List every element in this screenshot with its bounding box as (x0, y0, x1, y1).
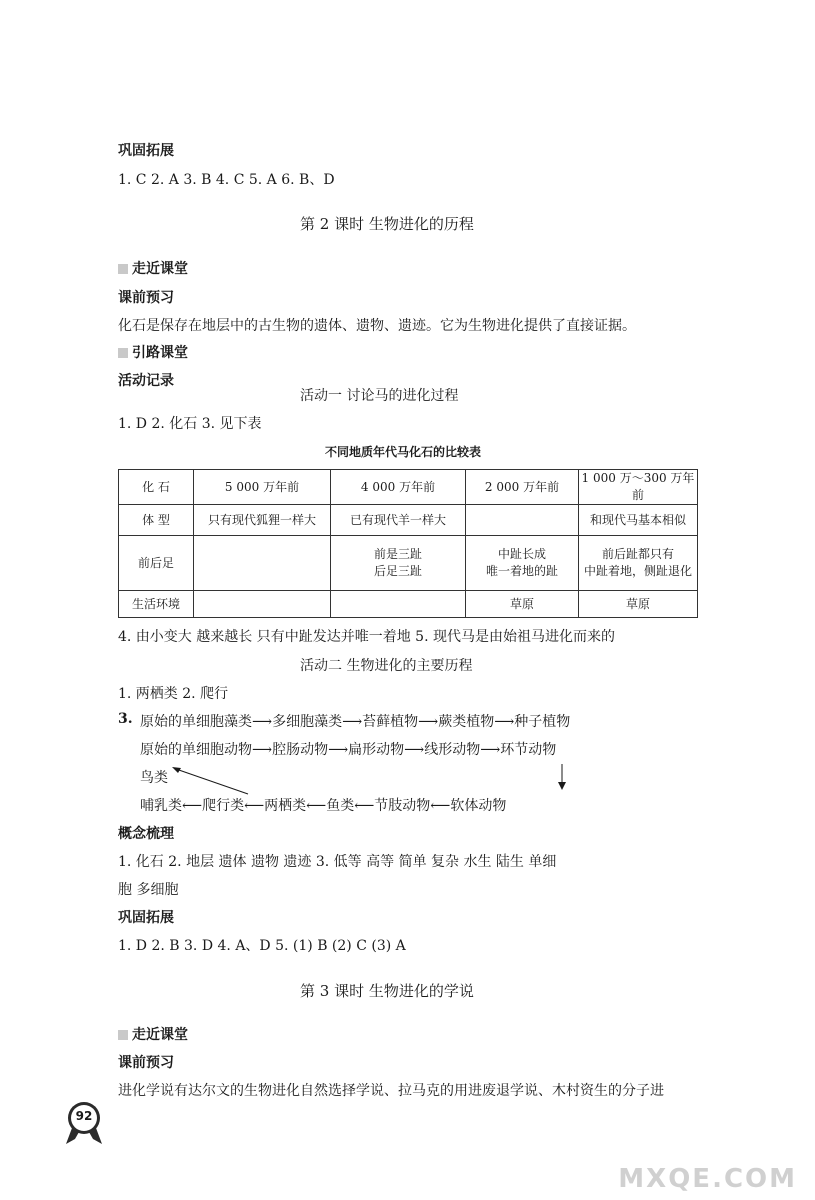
consolidate-answers-2: 1. D 2. B 3. D 4. A、D 5. (1) B (2) C (3) A (118, 938, 406, 954)
table-cell (194, 591, 331, 618)
consolidate-heading-2: 巩固拓展 (118, 910, 174, 926)
concept-line-2: 胞 多细胞 (118, 882, 179, 898)
table-cell: 2 000 万年前 (466, 470, 579, 505)
table-title: 不同地质年代马化石的比较表 (325, 445, 482, 459)
vertebrate-evolution-chain: 哺乳类⟵爬行类⟵两栖类⟵鱼类⟵节肢动物⟵软体动物 (140, 798, 507, 814)
table-cell: 化 石 (119, 470, 194, 505)
comparison-table (118, 469, 698, 618)
question-3-number: 3. (118, 711, 133, 727)
banner-mark-icon (118, 1030, 128, 1040)
table-cell: 前后足 (119, 536, 194, 591)
section-banner-approach-2: 走近课堂 (118, 1024, 188, 1044)
table-cell: 已有现代羊一样大 (331, 505, 466, 536)
section-banner-approach: 走近课堂 (118, 258, 188, 278)
animal-evolution-chain: 原始的单细胞动物⟶腔肠动物⟶扁形动物⟶线形动物⟶环节动物 (140, 742, 557, 758)
table-row (119, 536, 698, 591)
activity-2-title: 活动二 生物进化的主要历程 (300, 658, 473, 674)
table-cell (466, 505, 579, 536)
table-cell: 只有现代狐狸一样大 (194, 505, 331, 536)
consolidate-answers: 1. C 2. A 3. B 4. C 5. A 6. B、D (118, 172, 335, 188)
page-number-badge (60, 1098, 108, 1146)
table-row (119, 470, 698, 505)
banner-mark-icon (118, 348, 128, 358)
activity-1-more-answers: 4. 由小变大 越来越长 只有中趾发达并唯一着地 5. 现代马是由始祖马进化而来的 (118, 629, 615, 645)
preview-heading: 课前预习 (118, 290, 174, 306)
lesson-2-title: 第 2 课时 生物进化的历程 (300, 215, 474, 233)
bird-label: 鸟类 (140, 770, 168, 786)
consolidate-heading: 巩固拓展 (118, 143, 174, 159)
preview-heading-2: 课前预习 (118, 1055, 174, 1071)
table-cell (331, 591, 466, 618)
table-cell: 5 000 万年前 (194, 470, 331, 505)
table-cell: 前后趾都只有 中趾着地，侧趾退化 (579, 536, 698, 591)
table-row (119, 591, 698, 618)
preview-text: 化石是保存在地层中的古生物的遗体、遗物、遗迹。它为生物进化提供了直接证据。 (118, 318, 636, 334)
table-cell (194, 536, 331, 591)
activity-2-answers: 1. 两栖类 2. 爬行 (118, 686, 229, 702)
table-cell: 和现代马基本相似 (579, 505, 698, 536)
table-cell: 生活环境 (119, 591, 194, 618)
activity-1-answers: 1. D 2. 化石 3. 见下表 (118, 416, 262, 432)
table-cell: 草原 (579, 591, 698, 618)
table-cell: 4 000 万年前 (331, 470, 466, 505)
activity-1-title: 活动一 讨论马的进化过程 (300, 388, 459, 404)
concept-heading: 概念梳理 (118, 826, 174, 842)
bird-arrow-icon (170, 764, 250, 798)
plant-evolution-chain: 原始的单细胞藻类⟶多细胞藻类⟶苔藓植物⟶蕨类植物⟶种子植物 (140, 714, 571, 730)
lesson-3-title: 第 3 课时 生物进化的学说 (300, 982, 474, 1000)
section-banner-guide: 引路课堂 (118, 342, 188, 362)
page-number: 92 (75, 1109, 93, 1123)
table-cell: 体 型 (119, 505, 194, 536)
preview-text-2: 进化学说有达尔文的生物进化自然选择学说、拉马克的用进废退学说、木村资生的分子进 (118, 1083, 664, 1099)
concept-line-1: 1. 化石 2. 地层 遗体 遗物 遗迹 3. 低等 高等 简单 复杂 水生 陆生 单细 (118, 854, 557, 870)
down-arrow-icon (555, 762, 569, 792)
table-cell: 中趾长成 唯一着地的趾 (466, 536, 579, 591)
watermark: MXQE.COM (618, 1164, 797, 1194)
table-cell: 草原 (466, 591, 579, 618)
banner-mark-icon (118, 264, 128, 274)
activity-record-heading: 活动记录 (118, 373, 174, 389)
table-cell: 前是三趾 后足三趾 (331, 536, 466, 591)
table-cell: 1 000 万～300 万年前 (579, 470, 698, 505)
table-row (119, 505, 698, 536)
